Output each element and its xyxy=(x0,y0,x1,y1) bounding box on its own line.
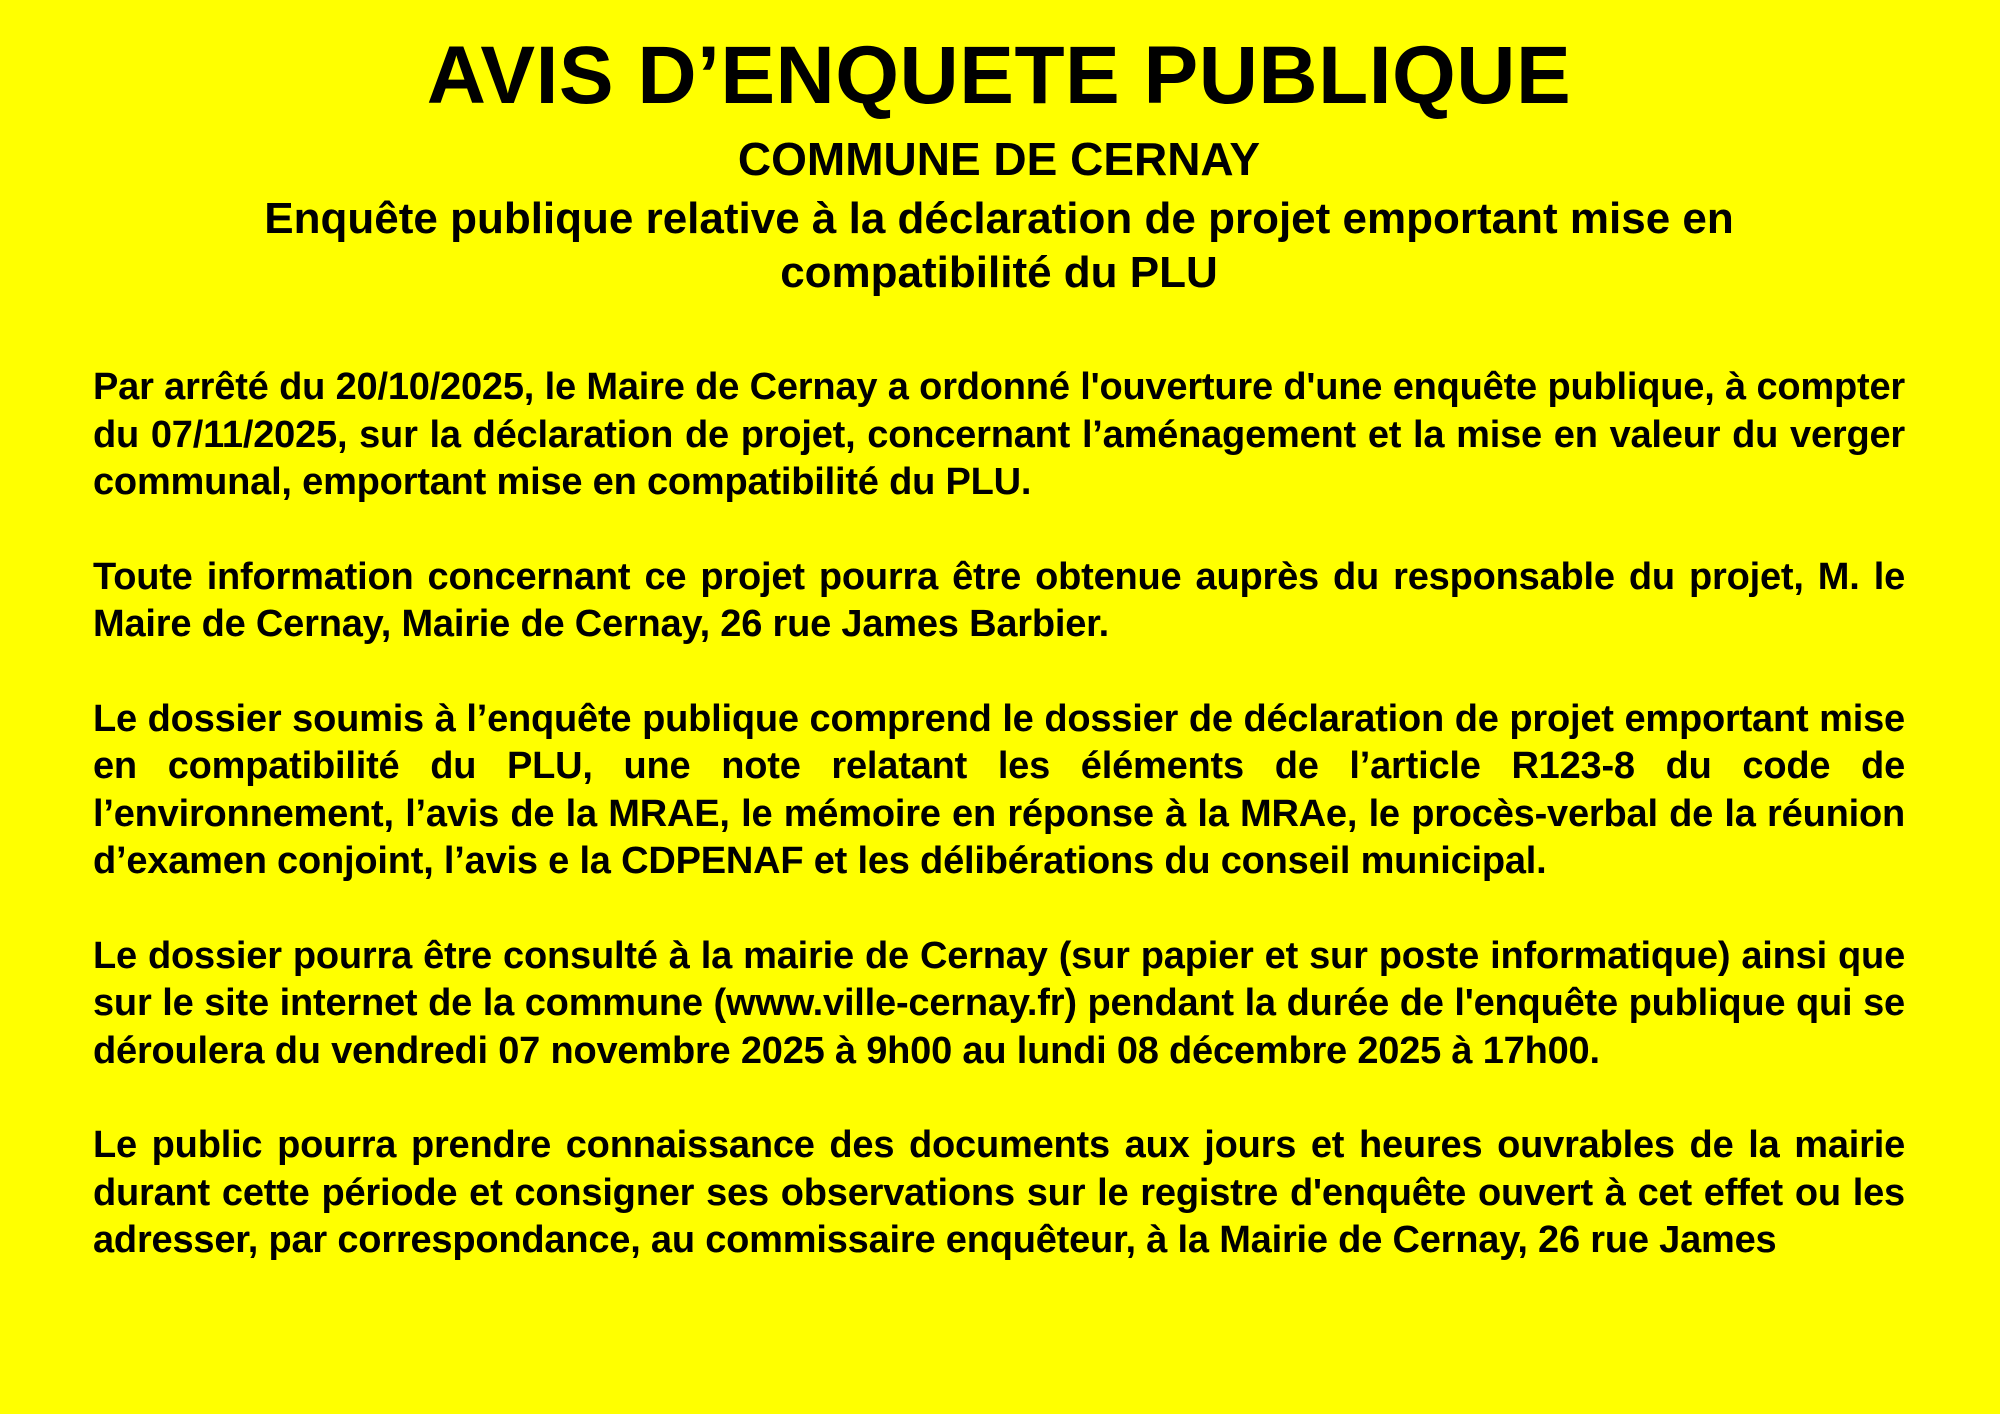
notice-paragraph-arrete: Par arrêté du 20/10/2025, le Maire de Cernay a ordonné l'ouverture d'une enquête publique, à compter du 07/11/2025, sur la déclaration de projet, concernant l’aménagement et la mise en valeur du verger communal, emportant mise en compatibilité du PLU. xyxy=(93,366,1905,504)
notice-header xyxy=(93,30,1905,300)
notice-body xyxy=(93,364,1905,1265)
notice-paragraph-observations: Le public pourra prendre connaissance des documents aux jours et heures ouvrables de la mairie durant cette période et consigner ses observations sur le registre d'enquête ouvert à cet effet ou les adresser, par correspondance, au commissaire enquêteur, à la Mairie de Cernay, 26 rue James xyxy=(93,1124,1905,1262)
commune-name: COMMUNE DE CERNAY xyxy=(737,133,1261,186)
notice-subtitle-line-1: Enquête publique relative à la déclaration de projet emportant mise en xyxy=(264,194,1734,244)
notice-title: AVIS D’ENQUETE PUBLIQUE xyxy=(426,30,1572,121)
notice-subtitle-line-2: compatibilité du PLU xyxy=(780,248,1218,298)
notice-paragraph-consultation: Le dossier pourra être consulté à la mairie de Cernay (sur papier et sur poste informatique) ainsi que sur le site internet de la commune (www.ville-cernay.fr) pendant la durée de l'enquête publique qui se déroulera du vendredi 07 novembre 2025 à 9h00 au lundi 08 décembre 2025 à 17h00. xyxy=(93,934,1905,1072)
notice-paragraph-dossier-contenu: Le dossier soumis à l’enquête publique comprend le dossier de déclaration de projet emportant mise en compatibilité du PLU, une note relatant les éléments de l’article R123-8 du code de l’environnement, l’avis de la MRAE, le mémoire en réponse à la MRAe, le procès-verbal de la réunion d’examen conjoint, l’avis e la CDPENAF et les délibérations du conseil municipal. xyxy=(93,697,1905,883)
notice-subtitle xyxy=(93,192,1905,300)
notice-paragraph-contact: Toute information concernant ce projet pourra être obtenue auprès du responsable du projet, M. le Maire de Cernay, Mairie de Cernay, 26 rue James Barbier. xyxy=(93,555,1905,646)
